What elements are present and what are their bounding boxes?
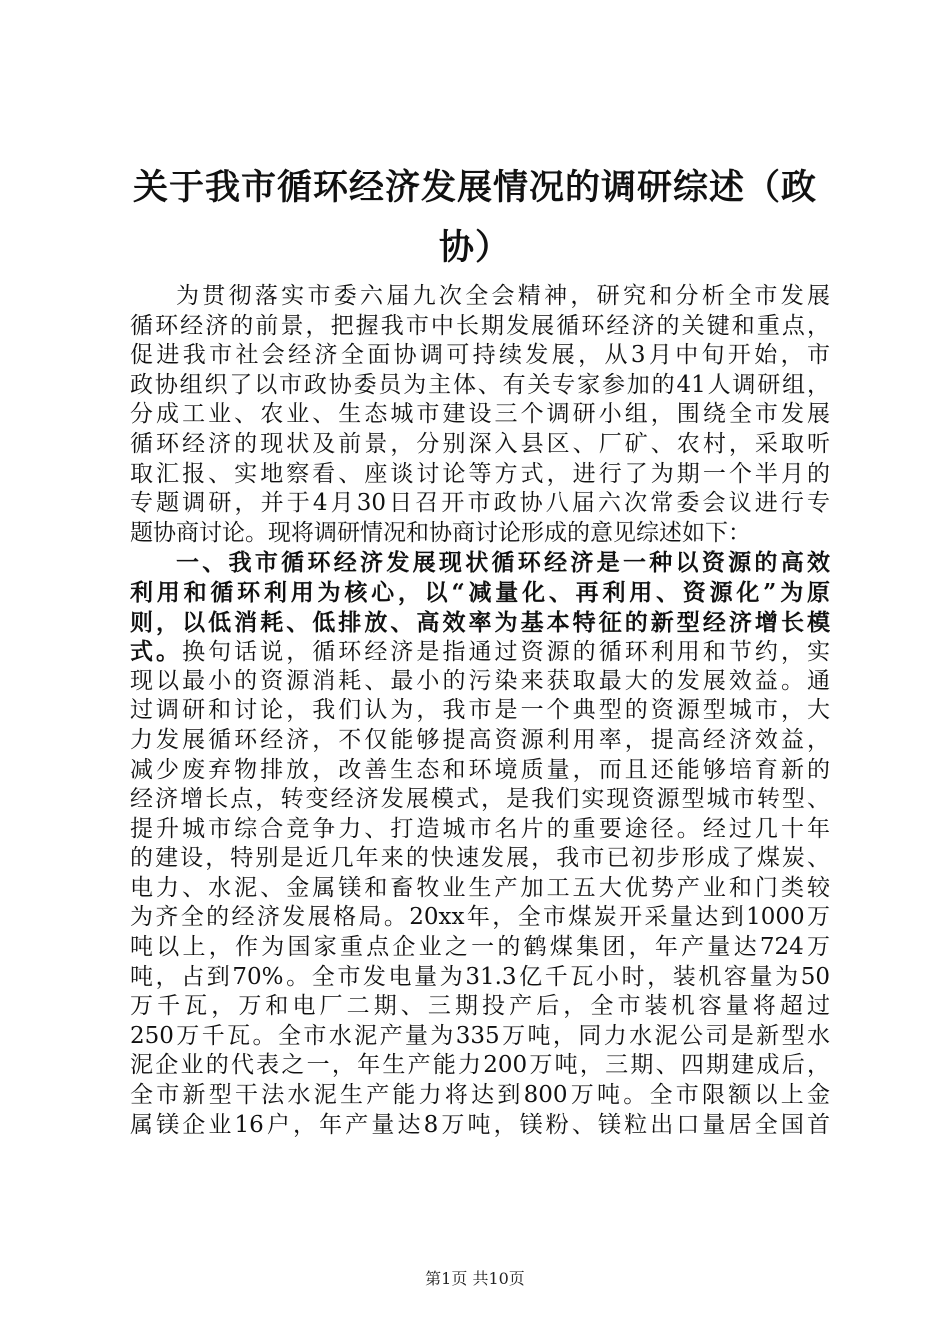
paragraph-1-line: 题协商讨论。现将调研情况和协商讨论形成的意见综述如下： [130,519,751,546]
paragraph-1-line: 分成工业、农业、生态城市建设三个调研小组，围绕全市发展 [130,401,830,428]
title-line-2: 协） [438,227,511,268]
paragraph-1-line: 循环经济的前景，把握我市中长期发展循环经济的关键和重点， [130,312,830,339]
paragraph-2-line: 电力、水泥、金属镁和畜牧业生产加工五大优势产业和门类较 [130,874,830,901]
paragraph-2-line: 为齐全的经济发展格局。20xx年，全市煤炭开采量达到1000万 [130,904,830,931]
paragraph-2-line: 减少废弃物排放，改善生态和环境质量，而且还能够培育新的 [130,756,830,783]
paragraph-2-line: 全市新型干法水泥生产能力将达到800万吨。全市限额以上金 [130,1082,830,1109]
paragraph-1-line: 循环经济的现状及前景，分别深入县区、厂矿、农村，采取听 [130,430,830,457]
paragraph-2-line: 吨，占到70%。全市发电量为31.3亿千瓦小时，装机容量为50 [130,963,830,990]
paragraph-1-line: 专题调研，并于4月30日召开市政协八届六次常委会议进行专 [130,490,830,517]
paragraph-2-line: 泥企业的代表之一，年生产能力200万吨，三期、四期建成后， [130,1052,830,1079]
section-heading-line: 利用和循环利用为核心，以“减量化、再利用、资源化”为原 [130,578,830,606]
paragraph-2-line [130,637,830,667]
paragraph-2-line: 吨以上，作为国家重点企业之一的鹤煤集团，年产量达724万 [130,934,830,961]
paragraph-1-line: 促进我市社会经济全面协调可持续发展，从3月中旬开始，市 [130,342,830,369]
section-heading-end: 式。 [130,638,183,666]
paragraph-2-line: 经济增长点，转变经济发展模式，是我们实现资源型城市转型、 [130,786,830,813]
document-title [100,158,850,278]
paragraph-2-line: 250万千瓦。全市水泥产量为335万吨，同力水泥公司是新型水 [130,1022,830,1049]
section-heading-line: 一、我市循环经济发展现状循环经济是一种以资源的高效 [176,549,830,577]
paragraph-2-line: 提升城市综合竞争力、打造城市名片的重要途径。经过几十年 [130,815,830,842]
paragraph-2-text: 换句话说，循环经济是指通过资源的循环利用和节约，实 [182,639,830,666]
paragraph-2-line: 力发展循环经济，不仅能够提高资源利用率，提高经济效益， [130,726,830,753]
paragraph-1-line: 为贯彻落实市委六届九次全会精神，研究和分析全市发展 [176,283,830,309]
paragraph-2-line: 过调研和讨论，我们认为，我市是一个典型的资源型城市，大 [130,697,830,724]
section-heading-line: 则，以低消耗、低排放、高效率为基本特征的新型经济增长模 [130,608,830,636]
page-footer: 第1页 共10页 [425,1269,525,1288]
paragraph-2-line: 现以最小的资源消耗、最小的污染来获取最大的发展效益。通 [130,667,830,694]
paragraph-2-line: 属镁企业16户，年产量达8万吨，镁粉、镁粒出口量居全国首 [130,1111,830,1138]
document-body [130,282,830,1140]
paragraph-2-line: 万千瓦，万和电厂二期、三期投产后，全市装机容量将超过 [130,993,830,1020]
paragraph-1-line: 政协组织了以市政协委员为主体、有关专家参加的41人调研组， [130,371,830,398]
title-line-1: 关于我市循环经济发展情况的调研综述（政 [132,167,817,208]
paragraph-2-line: 的建设，特别是近几年来的快速发展，我市已初步形成了煤炭、 [130,845,830,872]
paragraph-1-line: 取汇报、实地察看、座谈讨论等方式，进行了为期一个半月的 [130,460,830,487]
